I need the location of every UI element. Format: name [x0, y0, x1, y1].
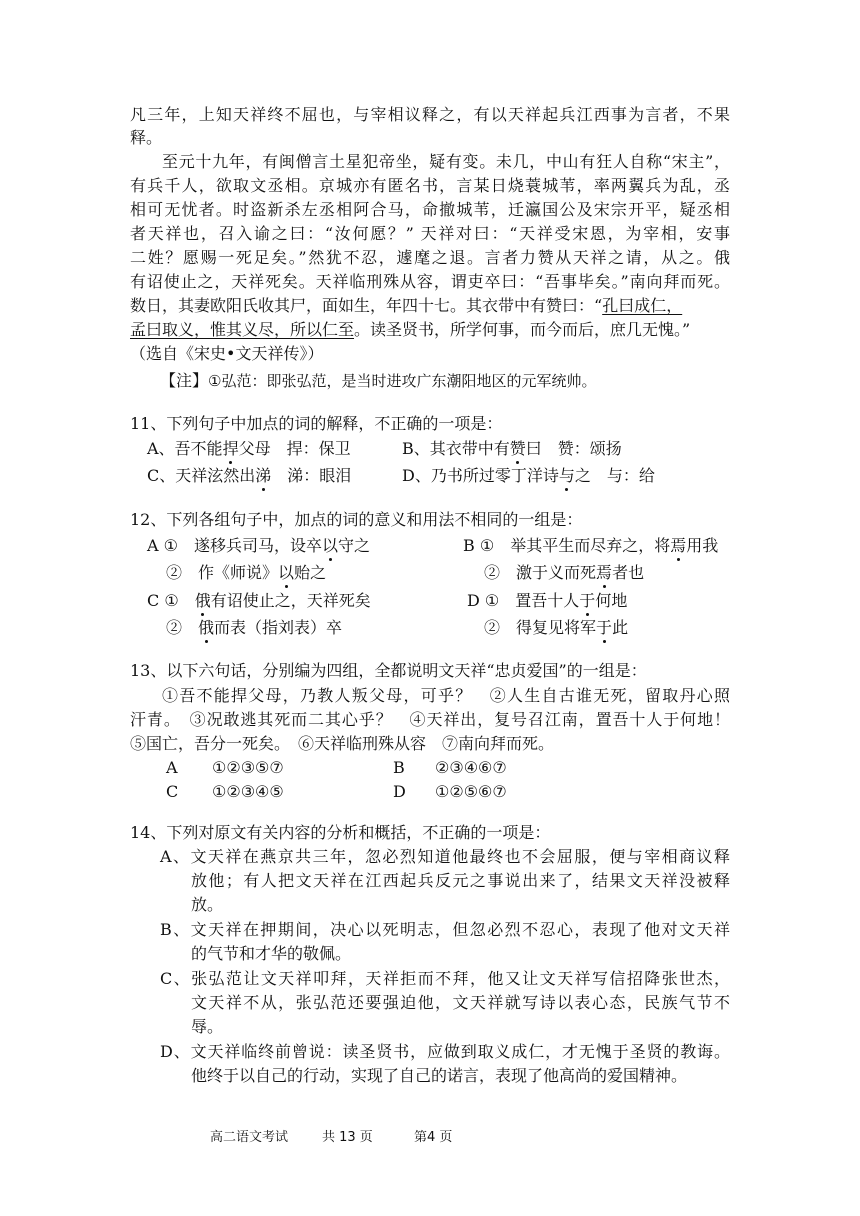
option-label: ② — [166, 618, 183, 637]
option-line: C、张弘范让文天祥叩拜，天祥拒而不拜，他又让文天祥写信招降张世杰， — [160, 969, 730, 988]
option-text: 何地 — [595, 591, 628, 610]
option-label: D ① — [467, 591, 500, 610]
option-label: B ① — [463, 536, 495, 555]
note-text: ①弘范：即张弘范，是当时进攻广东潮阳地区的元军统帅。 — [208, 372, 597, 390]
note-label: 【注】 — [160, 371, 209, 390]
option-line: 的气节和才华的敬佩。 — [191, 944, 352, 963]
q12-option-c1[interactable] — [147, 590, 457, 612]
dotted-word: 于 — [579, 591, 596, 610]
q13-option-a[interactable] — [166, 757, 366, 779]
option-text: 曰 赞：颂扬 — [525, 439, 622, 458]
option-value: ②③④⑥⑦ — [435, 758, 507, 777]
option-text: 之 与：给 — [574, 466, 655, 485]
option-text: 用我 — [686, 536, 719, 555]
q11-option-b[interactable] — [402, 438, 702, 460]
option-text: 有诏使止之，天祥死矣 — [210, 591, 371, 610]
q12-option-d2[interactable] — [484, 617, 724, 639]
passage-line: 相可无忧者。时盗新杀左丞相阿合马，命撤城苇，迁瀛国公及宋宗开平，疑丞相 — [130, 200, 730, 219]
q13-option-d[interactable] — [393, 781, 593, 803]
option-text: 守之 — [338, 536, 371, 555]
q11-option-d[interactable] — [402, 465, 702, 487]
q12-option-a1[interactable] — [147, 535, 457, 557]
underlined-quote: 孔曰成仁， — [602, 296, 683, 315]
option-value: ①②③⑤⑦ — [212, 758, 284, 777]
option-line: 他终于以自己的行动，实现了自己的诺言，表现了他高尚的爱国精神。 — [191, 1066, 688, 1085]
q11-option-a[interactable] — [147, 438, 407, 460]
option-label: ② — [484, 563, 501, 582]
option-text: C、天祥泫然出 — [147, 466, 256, 485]
option-label: C ① — [147, 591, 179, 610]
option-value: ①②③④⑤ — [212, 782, 284, 801]
dotted-word: 捍 — [222, 439, 239, 458]
passage-line: 者天祥也，召入谕之曰：“汝何愿？” 天祥对曰：“天祥受宋恩，为宰相，安事 — [130, 224, 730, 243]
source-citation: （选自《宋史•文天祥传》） — [130, 344, 324, 363]
dotted-word: 涕 — [255, 466, 272, 485]
dotted-word: 俄 — [194, 591, 211, 610]
passage-text: 。读圣贤书，所学何事，而今而后，庶几无愧。” — [354, 320, 691, 339]
question-14-stem: 14、下列对原文有关内容的分析和概括，不正确的一项是： — [130, 823, 551, 842]
option-text: 举其平生而尽弃之，将 — [510, 536, 671, 555]
option-label: D — [393, 782, 406, 801]
q11-option-c[interactable] — [147, 465, 407, 487]
q12-option-a2[interactable] — [166, 562, 456, 584]
option-text: 涕：眼泪 — [271, 466, 352, 485]
q12-option-b1[interactable] — [463, 535, 733, 557]
option-text: 此 — [612, 618, 629, 637]
q12-option-d1[interactable] — [467, 590, 727, 612]
passage-line: 有兵千人，欲取文丞相。京城亦有匿名书，言某日烧蓑城苇，率两翼兵为乱，丞 — [130, 176, 730, 195]
option-line: D、文天祥临终前曾说：读圣贤书，应做到取义成仁，才无愧于圣贤的教诲。 — [160, 1042, 730, 1061]
option-line: 文天祥不从，张弘范还要强迫他，文天祥就写诗以表心态，民族气节不 — [191, 993, 730, 1012]
q13-option-c[interactable] — [166, 781, 366, 803]
option-label: ② — [484, 618, 501, 637]
option-text: 而表（指刘表）卒 — [214, 618, 343, 637]
option-text: 父母 捍：保卫 — [238, 439, 351, 458]
q13-statement-line: ⑤国亡，吾分一死矣。 ⑥天祥临刑殊从容 ⑦南向拜而死。 — [130, 734, 555, 753]
passage-line — [130, 319, 730, 341]
option-label: A ① — [147, 536, 178, 555]
q12-option-b2[interactable] — [484, 562, 724, 584]
option-text: 得复见将军 — [516, 618, 597, 637]
dotted-word: 以 — [278, 563, 295, 582]
q13-statement-line: ①吾不能捍父母，乃教人叛父母，可乎？ ②人生自古谁无死，留取丹心照 — [162, 686, 730, 705]
passage-line: 释。 — [130, 128, 163, 147]
option-text: A、吾不能 — [147, 439, 223, 458]
option-label: C — [166, 782, 179, 801]
question-13-stem: 13、以下六句话，分别编为四组，全都说明文天祥“忠贞爱国”的一组是： — [130, 661, 647, 680]
dotted-word: 赞 — [509, 439, 526, 458]
footer-page-number: 第4 页 — [414, 1130, 453, 1145]
option-line: B、文天祥在押期间，决心以死明志，但忽必烈不忍心，表现了他对文天祥 — [160, 920, 730, 939]
option-text: 置吾十人 — [515, 591, 580, 610]
dotted-word: 于 — [596, 618, 613, 637]
dotted-word: 与 — [558, 466, 575, 485]
option-text: 者也 — [612, 563, 645, 582]
footer-exam-title: 高二语文考试 — [210, 1130, 289, 1145]
option-text: 作《师说》 — [198, 563, 279, 582]
dotted-word: 焉 — [670, 536, 687, 555]
question-12-stem: 12、下列各组句子中，加点的词的意义和用法不相同的一组是： — [130, 510, 583, 529]
option-line: 放。 — [191, 895, 224, 914]
q13-statement-line: 汗青。 ③况敢逃其死而二其心乎？ ④天祥出，复号召江南，置吾十人于何地！ — [130, 710, 730, 729]
option-line: 放他；有人把文天祥在江西起兵反元之事说出来了，结果文天祥没被释 — [191, 871, 730, 890]
option-line: 辱。 — [191, 1017, 224, 1036]
passage-line: 二姓？愿赐一死足矣。”然犹不忍，遽麾之退。言者力赞从天祥之请，从之。俄 — [130, 248, 730, 267]
option-label: ② — [166, 563, 183, 582]
q13-option-b[interactable] — [393, 757, 593, 779]
dotted-word: 俄 — [198, 618, 215, 637]
option-text: 贻之 — [294, 563, 327, 582]
option-text: 遂移兵司马，设卒 — [194, 536, 323, 555]
underlined-quote: 孟曰取义，惟其义尽，所以仁至 — [130, 320, 355, 339]
passage-line: 凡三年，上知天祥终不屈也，与宰相议释之，有以天祥起兵江西事为言者，不果 — [130, 105, 730, 124]
option-text: D、乃书所过零丁洋诗 — [402, 466, 559, 485]
passage-line — [130, 295, 730, 317]
passage-line: 至元十九年，有闽僧言土星犯帝坐，疑有变。未几，中山有狂人自称“宋主”， — [162, 152, 730, 171]
dotted-word: 以 — [322, 536, 339, 555]
option-line: A、文天祥在燕京共三年，忽必烈知道他最终也不会屈服，便与宰相商议释 — [160, 847, 730, 866]
passage-text: 数日，其妻欧阳氏收其尸，面如生，年四十七。其衣带中有赞曰：“ — [130, 296, 603, 315]
passage-line: 有诏使止之，天祥死矣。天祥临刑殊从容，谓吏卒曰：“吾事毕矣。”南向拜而死。 — [130, 272, 730, 291]
annotation-note — [160, 370, 760, 392]
question-11-stem: 11、下列句子中加点的词的解释，不正确的一项是： — [130, 414, 503, 433]
footer-total-pages: 共 13 页 — [322, 1130, 373, 1145]
option-label: B — [393, 758, 405, 777]
option-text: 激于义而死 — [516, 563, 597, 582]
dotted-word: 焉 — [596, 563, 613, 582]
option-value: ①②⑤⑥⑦ — [435, 782, 507, 801]
option-text: B、其衣带中有 — [402, 439, 510, 458]
q12-option-c2[interactable] — [166, 617, 456, 639]
option-label: A — [166, 758, 178, 777]
